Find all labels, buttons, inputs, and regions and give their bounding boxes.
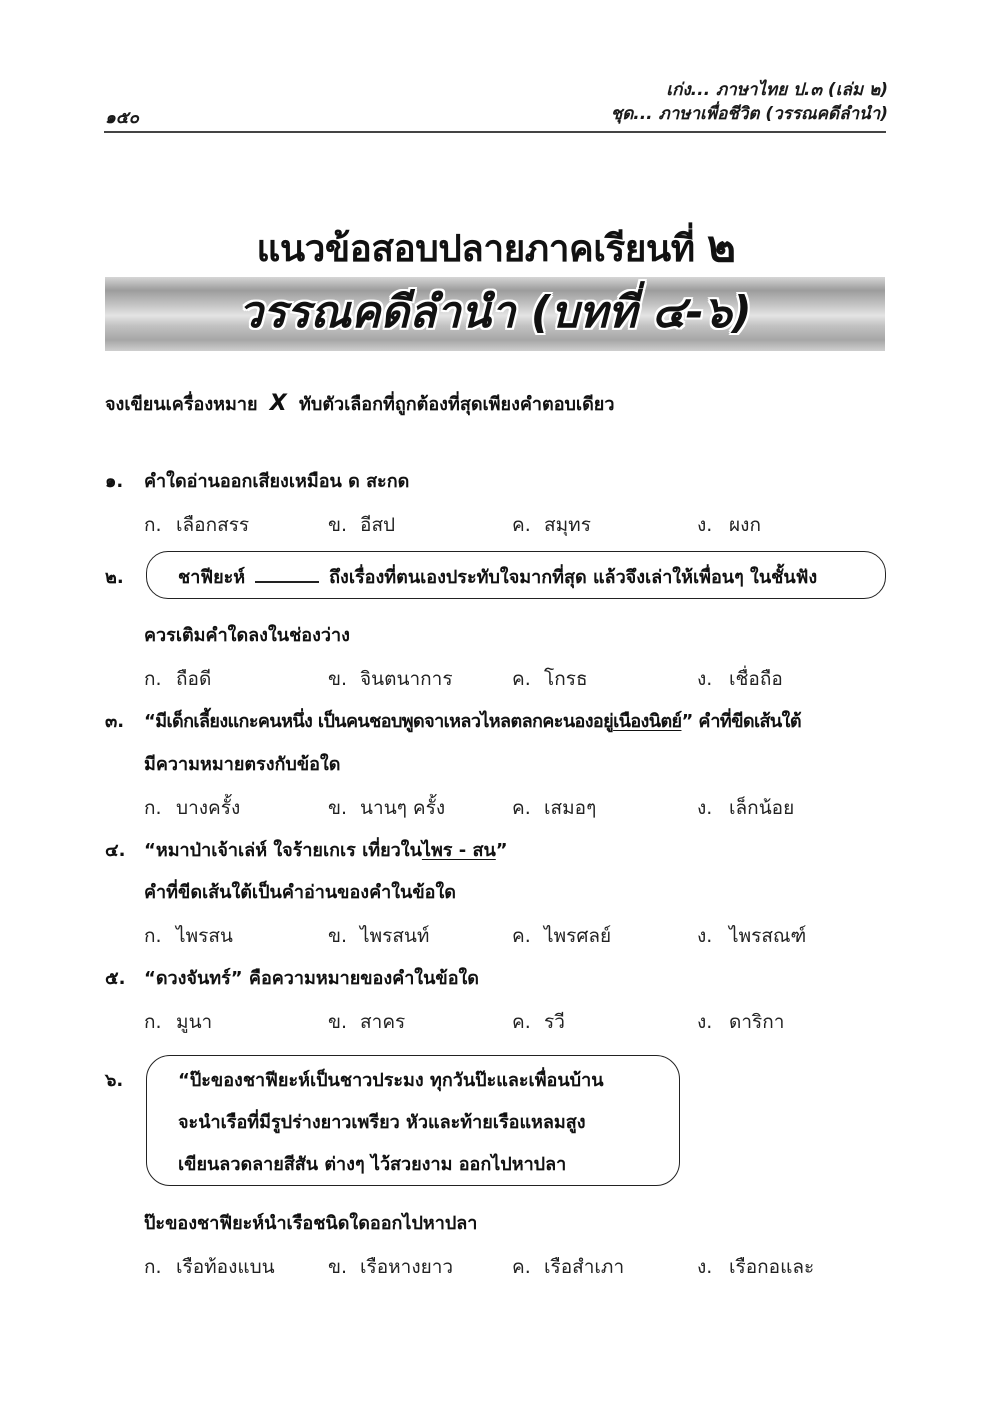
option-c[interactable] (512, 1254, 624, 1280)
option-label: ก. (144, 668, 162, 690)
question-quote (144, 838, 508, 864)
option-d[interactable] (697, 1254, 814, 1280)
option-text: บางครั้ง (176, 797, 241, 819)
option-label: ค. (512, 1256, 531, 1278)
question-number: ๖. (105, 1070, 124, 1091)
option-text: เรือท้องแบน (176, 1256, 275, 1278)
option-d[interactable] (697, 923, 806, 949)
boxed-text-after: ถึงเรื่องที่ตนเองประทับใจมากที่สุด แล้วจึงเล่าให้เพื่อนๆ ในชั้นฟัง (329, 567, 818, 588)
option-label: ค. (512, 925, 531, 947)
option-text: ไพรสน (176, 925, 233, 947)
question-text: “ดวงจันทร์” คือความหมายของคำในข้อใด (144, 968, 479, 989)
question-text: ควรเติมคำใดลงในช่องว่าง (144, 625, 350, 646)
option-a[interactable] (144, 1254, 275, 1280)
book-title: เก่ง... ภาษาไทย ป.๓ (เล่ม ๒) (666, 80, 888, 100)
option-c[interactable] (512, 666, 588, 692)
option-text: สาคร (360, 1011, 406, 1033)
option-b[interactable] (328, 1254, 453, 1280)
option-text: โกรธ (544, 668, 588, 690)
option-text: เชื่อถือ (729, 668, 783, 690)
question-boxed-text (178, 563, 817, 591)
option-label: ข. (328, 1011, 348, 1033)
option-c[interactable] (512, 512, 591, 538)
option-a[interactable] (144, 795, 240, 821)
option-a[interactable] (144, 666, 211, 692)
option-label: ง. (697, 797, 713, 819)
option-text: ถือดี (176, 668, 212, 690)
option-label: ข. (328, 1256, 348, 1278)
option-b[interactable] (328, 923, 429, 949)
option-label: ก. (144, 514, 162, 536)
option-d[interactable] (697, 795, 794, 821)
option-text: ไพรสนท์ (360, 925, 430, 947)
option-label: ข. (328, 797, 348, 819)
header-divider (104, 131, 886, 133)
question-number: ๑. (105, 471, 124, 492)
option-label: ก. (144, 925, 162, 947)
option-label: ง. (697, 668, 713, 690)
option-text: เลือกสรร (176, 514, 250, 536)
option-b[interactable] (328, 795, 445, 821)
option-text: ผงก (729, 514, 761, 536)
question-text: คำที่ขีดเส้นใต้เป็นคำอ่านของคำในข้อใด (144, 882, 456, 903)
option-text: ไพรสณฑ์ (729, 925, 807, 947)
passage-line: จะนำเรือที่มีรูปร่างยาวเพรียว หัวและท้ายเรือแหลมสูง (178, 1112, 586, 1133)
option-a[interactable] (144, 512, 249, 538)
instruction (105, 391, 614, 418)
option-label: ค. (512, 1011, 531, 1033)
passage-line: เขียนลวดลายสีสัน ต่างๆ ไว้สวยงาม ออกไปหาปลา (178, 1154, 567, 1175)
option-a[interactable] (144, 1009, 212, 1035)
option-text: รวี (544, 1011, 565, 1033)
instruction-text-before: จงเขียนเครื่องหมาย (105, 394, 258, 415)
option-c[interactable] (512, 1009, 565, 1035)
chapter-banner-text: วรรณคดีลำนำ (บทที่ ๔-๖) (238, 287, 752, 338)
option-text: เสมอๆ (544, 797, 597, 819)
option-label: ก. (144, 1011, 162, 1033)
option-c[interactable] (512, 795, 596, 821)
option-label: ง. (697, 1256, 713, 1278)
option-text: เรือสำเภา (544, 1256, 625, 1278)
option-label: ง. (697, 1011, 713, 1033)
quote-text: “หมาป่าเจ้าเล่ห์ ใจร้ายเกเร เที่ยวใน (144, 840, 422, 861)
option-b[interactable] (328, 666, 453, 692)
boxed-text-before: ชาฟียะห์ (178, 567, 246, 588)
option-text: มูนา (176, 1011, 213, 1033)
option-d[interactable] (697, 512, 761, 538)
page-title (0, 222, 992, 274)
question-number: ๒. (105, 567, 124, 588)
option-text: อีสป (360, 514, 396, 536)
option-label: ก. (144, 797, 162, 819)
series-title: ชุด... ภาษาเพื่อชีวิต (วรรณคดีลำนำ) (610, 104, 888, 124)
question-number: ๔. (105, 840, 126, 861)
option-d[interactable] (697, 666, 783, 692)
option-b[interactable] (328, 512, 395, 538)
underlined-word: ไพร - สน (421, 840, 496, 861)
question-text: มีความหมายตรงกับข้อใด (144, 754, 341, 775)
quote-text: “มีเด็กเลี้ยงแกะคนหนึ่ง เป็นคนชอบพูดจาเหลวไหลตลกคะนองอยู่ (144, 711, 614, 732)
option-b[interactable] (328, 1009, 405, 1035)
question-text: ป๊ะของชาฟียะห์นำเรือชนิดใดออกไปหาปลา (144, 1213, 478, 1234)
option-label: ก. (144, 1256, 162, 1278)
option-d[interactable] (697, 1009, 784, 1035)
option-a[interactable] (144, 923, 233, 949)
question-quote (144, 709, 801, 735)
option-label: ค. (512, 797, 531, 819)
page-title-text: แนวข้อสอบปลายภาคเรียนที่ (256, 227, 695, 270)
chapter-banner (105, 277, 885, 351)
option-text: ไพรศลย์ (544, 925, 612, 947)
instruction-text-after: ทับตัวเลือกที่ถูกต้องที่สุดเพียงคำตอบเดียว (299, 394, 615, 415)
option-c[interactable] (512, 923, 611, 949)
option-text: นานๆ ครั้ง (360, 797, 446, 819)
quote-text-after: ” (495, 840, 508, 861)
question-text: คำใดอ่านออกเสียงเหมือน ด สะกด (144, 471, 410, 492)
option-label: ข. (328, 925, 348, 947)
quote-text-after: ” คำที่ขีดเส้นใต้ (681, 711, 801, 732)
fill-in-blank (255, 563, 319, 583)
page-number: ๑๕๐ (105, 108, 140, 128)
question-number: ๓. (105, 711, 125, 732)
x-mark-icon: X (269, 391, 287, 416)
option-text: เล็กน้อย (729, 797, 795, 819)
option-text: เรือกอและ (729, 1256, 815, 1278)
option-text: สมุทร (544, 514, 591, 536)
option-label: ง. (697, 925, 713, 947)
option-label: ข. (328, 668, 348, 690)
term-number: ๒ (707, 221, 736, 272)
option-text: เรือหางยาว (360, 1256, 454, 1278)
option-label: ข. (328, 514, 348, 536)
passage-line: “ป๊ะของชาฟียะห์เป็นชาวประมง ทุกวันป๊ะและเพื่อนบ้าน (178, 1070, 604, 1091)
option-label: ค. (512, 514, 531, 536)
option-text: จินตนาการ (360, 668, 453, 690)
option-text: ดาริกา (729, 1011, 785, 1033)
question-number: ๕. (105, 968, 126, 989)
option-label: ง. (697, 514, 713, 536)
option-label: ค. (512, 668, 531, 690)
underlined-word: เนืองนิตย์ (613, 711, 682, 732)
